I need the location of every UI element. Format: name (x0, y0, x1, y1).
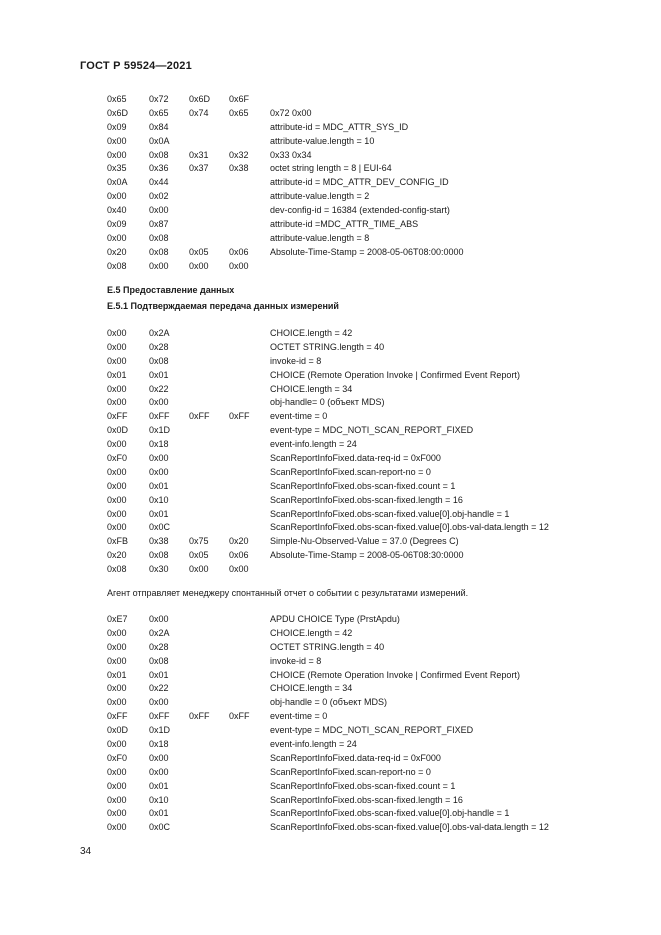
hex-byte: 0x00 (107, 683, 127, 694)
hex-byte: 0x00 (107, 494, 127, 505)
hex-row (107, 724, 627, 738)
hex-row (107, 218, 627, 232)
section-heading-e5: Е.5 Предоставление данных (107, 285, 235, 295)
hex-row-description: ScanReportInfoFixed.data-req-id = 0xF000 (270, 752, 441, 763)
hex-byte: 0x05 (189, 550, 209, 561)
hex-row-description: event-info.length = 24 (270, 739, 357, 750)
hex-byte: 0x00 (107, 794, 127, 805)
hex-row (107, 204, 627, 218)
hex-byte: 0x01 (149, 669, 169, 680)
hex-byte: 0x6D (189, 94, 211, 104)
hex-row (107, 176, 627, 190)
hex-row-description: dev-config-id = 16384 (extended-config-start) (270, 205, 450, 216)
hex-byte: 0x00 (107, 655, 127, 666)
hex-byte: 0x00 (107, 232, 127, 243)
hex-byte: 0x08 (107, 260, 127, 271)
hex-row (107, 327, 627, 341)
hex-row (107, 563, 627, 577)
hex-row-description: obj-handle = 0 (объект MDS) (270, 697, 387, 708)
hex-byte: 0x05 (189, 246, 209, 257)
hex-byte: 0x00 (107, 508, 127, 519)
hex-row (107, 738, 627, 752)
hex-byte: 0xFF (149, 411, 170, 422)
hex-byte: 0x0D (107, 425, 129, 436)
hex-row-description: ScanReportInfoFixed.scan-report-no = 0 (270, 766, 431, 777)
hex-byte: 0x22 (149, 383, 169, 394)
hex-row (107, 696, 627, 710)
hex-byte: 0x08 (149, 550, 169, 561)
hex-byte: 0x00 (107, 780, 127, 791)
hex-byte: 0xF0 (107, 453, 128, 464)
hex-row (107, 807, 627, 821)
hex-byte: 0x00 (149, 766, 169, 777)
hex-row (107, 369, 627, 383)
hex-row (107, 682, 627, 696)
hex-row (107, 438, 627, 452)
hex-row-description: ScanReportInfoFixed.obs-scan-fixed.value[0].obs-val-data.length = 12 (270, 522, 549, 533)
hex-row-description: event-type = MDC_NOTI_SCAN_REPORT_FIXED (270, 725, 474, 736)
hex-row (107, 494, 627, 508)
hex-byte: 0x18 (149, 439, 169, 450)
hex-byte: 0x28 (149, 341, 169, 352)
hex-byte: 0x0C (149, 522, 171, 533)
hex-byte: 0x00 (107, 522, 127, 533)
hex-byte: 0x2A (149, 627, 170, 638)
hex-row (107, 641, 627, 655)
hex-byte: 0x00 (107, 383, 127, 394)
hex-row (107, 480, 627, 494)
hex-dump-block-1 (107, 93, 627, 274)
hex-row-description: attribute-id = MDC_ATTR_SYS_ID (270, 121, 409, 132)
hex-byte: 0x00 (149, 205, 169, 216)
hex-row (107, 752, 627, 766)
hex-byte: 0x00 (107, 135, 127, 146)
hex-dump-block-3 (107, 613, 627, 835)
hex-byte: 0x00 (189, 564, 209, 575)
hex-row-description: ScanReportInfoFixed.obs-scan-fixed.value[0].obj-handle = 1 (270, 508, 510, 519)
hex-byte: 0x00 (107, 328, 127, 338)
hex-row (107, 149, 627, 163)
hex-row (107, 232, 627, 246)
hex-byte: 0x00 (107, 808, 127, 819)
hex-byte: 0x75 (189, 536, 209, 547)
hex-byte: 0x00 (107, 191, 127, 202)
hex-byte: 0x44 (149, 177, 169, 188)
hex-row (107, 535, 627, 549)
hex-byte: 0x01 (107, 669, 127, 680)
hex-row (107, 246, 627, 260)
hex-byte: 0x00 (229, 260, 249, 271)
hex-byte: 0x0A (107, 177, 128, 188)
hex-byte: 0x6F (229, 94, 250, 104)
hex-byte: 0x00 (149, 466, 169, 477)
hex-byte: 0x74 (189, 107, 209, 118)
hex-row (107, 521, 627, 535)
hex-byte: 0xE7 (107, 614, 128, 624)
hex-byte: 0x00 (107, 397, 127, 408)
hex-byte: 0x0D (107, 725, 129, 736)
hex-row-description: CHOICE.length = 34 (270, 383, 353, 394)
hex-row-description: CHOICE.length = 42 (270, 328, 353, 338)
hex-row-description: invoke-id = 8 (270, 355, 322, 366)
hex-row-description: ScanReportInfoFixed.obs-scan-fixed.count = 1 (270, 780, 456, 791)
hex-byte: 0x00 (189, 260, 209, 271)
hex-byte: 0xFF (229, 411, 250, 422)
hex-byte: 0x00 (149, 752, 169, 763)
hex-byte: 0x6D (107, 107, 129, 118)
hex-byte: 0x28 (149, 641, 169, 652)
hex-row (107, 424, 627, 438)
hex-row (107, 508, 627, 522)
hex-byte: 0x00 (107, 641, 127, 652)
hex-byte: 0x87 (149, 219, 169, 230)
hex-byte: 0xFF (229, 711, 250, 722)
hex-byte: 0xFF (107, 411, 128, 422)
hex-byte: 0x00 (107, 822, 127, 833)
hex-row (107, 383, 627, 397)
hex-row-description: invoke-id = 8 (270, 655, 322, 666)
hex-row-description: event-type = MDC_NOTI_SCAN_REPORT_FIXED (270, 425, 474, 436)
hex-row-description: ScanReportInfoFixed.scan-report-no = 0 (270, 466, 431, 477)
hex-row-description: Absolute-Time-Stamp = 2008-05-06T08:00:0000 (270, 246, 464, 257)
hex-byte: 0x38 (229, 163, 249, 174)
hex-byte: 0x00 (107, 480, 127, 491)
hex-row-description: APDU CHOICE Type (PrstApdu) (270, 614, 400, 624)
section-heading-e5-1: Е.5.1 Подтверждаемая передача данных измерений (107, 301, 339, 311)
hex-row-description: CHOICE.length = 42 (270, 627, 353, 638)
hex-byte: 0x00 (149, 260, 169, 271)
hex-row-description: attribute-id =MDC_ATTR_TIME_ABS (270, 219, 419, 230)
hex-row (107, 341, 627, 355)
hex-byte: 0x00 (107, 697, 127, 708)
hex-byte: 0x01 (149, 369, 169, 380)
hex-byte: 0x30 (149, 564, 169, 575)
hex-row-description: OCTET STRING.length = 40 (270, 341, 385, 352)
hex-byte: 0x00 (149, 453, 169, 464)
hex-row-description: CHOICE (Remote Operation Invoke | Confirmed Event Report) (270, 669, 520, 680)
hex-row (107, 821, 627, 835)
hex-byte: 0x10 (149, 494, 169, 505)
hex-row-description: obj-handle= 0 (объект MDS) (270, 397, 385, 408)
hex-row (107, 766, 627, 780)
hex-row-description: 0x33 0x34 (270, 149, 312, 160)
hex-row-description: octet string length = 8 | EUI-64 (270, 163, 392, 174)
hex-byte: 0x2A (149, 328, 170, 338)
hex-byte: 0x09 (107, 121, 127, 132)
hex-row (107, 466, 627, 480)
hex-byte: 0x08 (149, 246, 169, 257)
hex-row (107, 107, 627, 121)
hex-byte: 0x09 (107, 219, 127, 230)
hex-byte: 0x06 (229, 246, 249, 257)
hex-byte: 0x20 (107, 246, 127, 257)
hex-byte: 0x1D (149, 725, 171, 736)
hex-row-description: event-time = 0 (270, 711, 328, 722)
hex-row (107, 135, 627, 149)
hex-row (107, 121, 627, 135)
hex-row (107, 780, 627, 794)
hex-row-description: ScanReportInfoFixed.obs-scan-fixed.count = 1 (270, 480, 456, 491)
hex-row (107, 452, 627, 466)
hex-row-description: attribute-value.length = 2 (270, 191, 370, 202)
hex-row-description: ScanReportInfoFixed.obs-scan-fixed.length = 16 (270, 794, 463, 805)
hex-byte: 0xFF (189, 711, 210, 722)
hex-row-description: 0x72 0x00 (270, 107, 312, 118)
hex-byte: 0x08 (149, 232, 169, 243)
hex-row (107, 396, 627, 410)
hex-row-description: Simple-Nu-Observed-Value = 37.0 (Degrees C) (270, 536, 459, 547)
hex-byte: 0x1D (149, 425, 171, 436)
hex-byte: 0x00 (107, 341, 127, 352)
hex-byte: 0x08 (107, 564, 127, 575)
hex-byte: 0xFF (189, 411, 210, 422)
hex-row-description: ScanReportInfoFixed.obs-scan-fixed.length = 16 (270, 494, 463, 505)
hex-byte: 0x01 (149, 780, 169, 791)
hex-byte: 0x00 (107, 739, 127, 750)
hex-byte: 0x35 (107, 163, 127, 174)
hex-dump-block-2 (107, 327, 627, 577)
hex-byte: 0x65 (149, 107, 169, 118)
hex-byte: 0x65 (229, 107, 249, 118)
hex-byte: 0xFF (107, 711, 128, 722)
hex-row-description: attribute-value.length = 8 (270, 232, 370, 243)
hex-byte: 0x31 (189, 149, 209, 160)
hex-byte: 0x0C (149, 822, 171, 833)
hex-row (107, 613, 627, 627)
hex-byte: 0x00 (149, 697, 169, 708)
hex-byte: 0x18 (149, 739, 169, 750)
hex-row-description: ScanReportInfoFixed.data-req-id = 0xF000 (270, 453, 441, 464)
body-paragraph: Агент отправляет менеджеру спонтанный отчет о событии с результатами измерений. (107, 588, 469, 598)
hex-byte: 0x00 (149, 614, 169, 624)
hex-byte: 0x0A (149, 135, 170, 146)
hex-byte: 0xFB (107, 536, 129, 547)
hex-row-description: attribute-id = MDC_ATTR_DEV_CONFIG_ID (270, 177, 449, 188)
hex-row (107, 627, 627, 641)
hex-row (107, 549, 627, 563)
hex-byte: 0x00 (229, 564, 249, 575)
hex-byte: 0x08 (149, 655, 169, 666)
hex-row-description: ScanReportInfoFixed.obs-scan-fixed.value[0].obs-val-data.length = 12 (270, 822, 549, 833)
hex-row-description: OCTET STRING.length = 40 (270, 641, 385, 652)
hex-byte: 0x01 (107, 369, 127, 380)
hex-byte: 0x01 (149, 808, 169, 819)
hex-byte: 0x40 (107, 205, 127, 216)
page-number: 34 (80, 846, 92, 857)
hex-row-description: ScanReportInfoFixed.obs-scan-fixed.value[0].obj-handle = 1 (270, 808, 510, 819)
hex-row (107, 710, 627, 724)
hex-byte: 0x65 (107, 94, 127, 104)
hex-byte: 0x00 (107, 627, 127, 638)
hex-row-description: attribute-value.length = 10 (270, 135, 375, 146)
hex-byte: 0x10 (149, 794, 169, 805)
hex-row-description: CHOICE (Remote Operation Invoke | Confirmed Event Report) (270, 369, 520, 380)
hex-byte: 0x01 (149, 480, 169, 491)
hex-byte: 0x20 (107, 550, 127, 561)
hex-row (107, 355, 627, 369)
hex-byte: 0x06 (229, 550, 249, 561)
hex-byte: 0x00 (107, 766, 127, 777)
hex-row-description: event-time = 0 (270, 411, 328, 422)
hex-row (107, 669, 627, 683)
hex-byte: 0x32 (229, 149, 249, 160)
hex-row (107, 410, 627, 424)
hex-byte: 0xFF (149, 711, 170, 722)
hex-byte: 0x00 (107, 466, 127, 477)
hex-byte: 0x22 (149, 683, 169, 694)
document-header: ГОСТ Р 59524—2021 (80, 60, 192, 72)
hex-row (107, 93, 627, 107)
hex-byte: 0x00 (107, 439, 127, 450)
hex-byte: 0x02 (149, 191, 169, 202)
hex-byte: 0x36 (149, 163, 169, 174)
hex-byte: 0x20 (229, 536, 249, 547)
hex-byte: 0x00 (149, 397, 169, 408)
hex-byte: 0xF0 (107, 752, 128, 763)
hex-byte: 0x08 (149, 355, 169, 366)
hex-byte: 0x08 (149, 149, 169, 160)
hex-byte: 0x37 (189, 163, 209, 174)
hex-row-description: event-info.length = 24 (270, 439, 357, 450)
hex-row (107, 190, 627, 204)
hex-row (107, 794, 627, 808)
hex-row (107, 655, 627, 669)
hex-row-description: Absolute-Time-Stamp = 2008-05-06T08:30:0000 (270, 550, 464, 561)
hex-row (107, 162, 627, 176)
hex-byte: 0x01 (149, 508, 169, 519)
hex-byte: 0x38 (149, 536, 169, 547)
hex-row (107, 260, 627, 274)
hex-byte: 0x84 (149, 121, 169, 132)
hex-row-description: CHOICE.length = 34 (270, 683, 353, 694)
hex-byte: 0x00 (107, 149, 127, 160)
hex-byte: 0x72 (149, 94, 169, 104)
hex-byte: 0x00 (107, 355, 127, 366)
